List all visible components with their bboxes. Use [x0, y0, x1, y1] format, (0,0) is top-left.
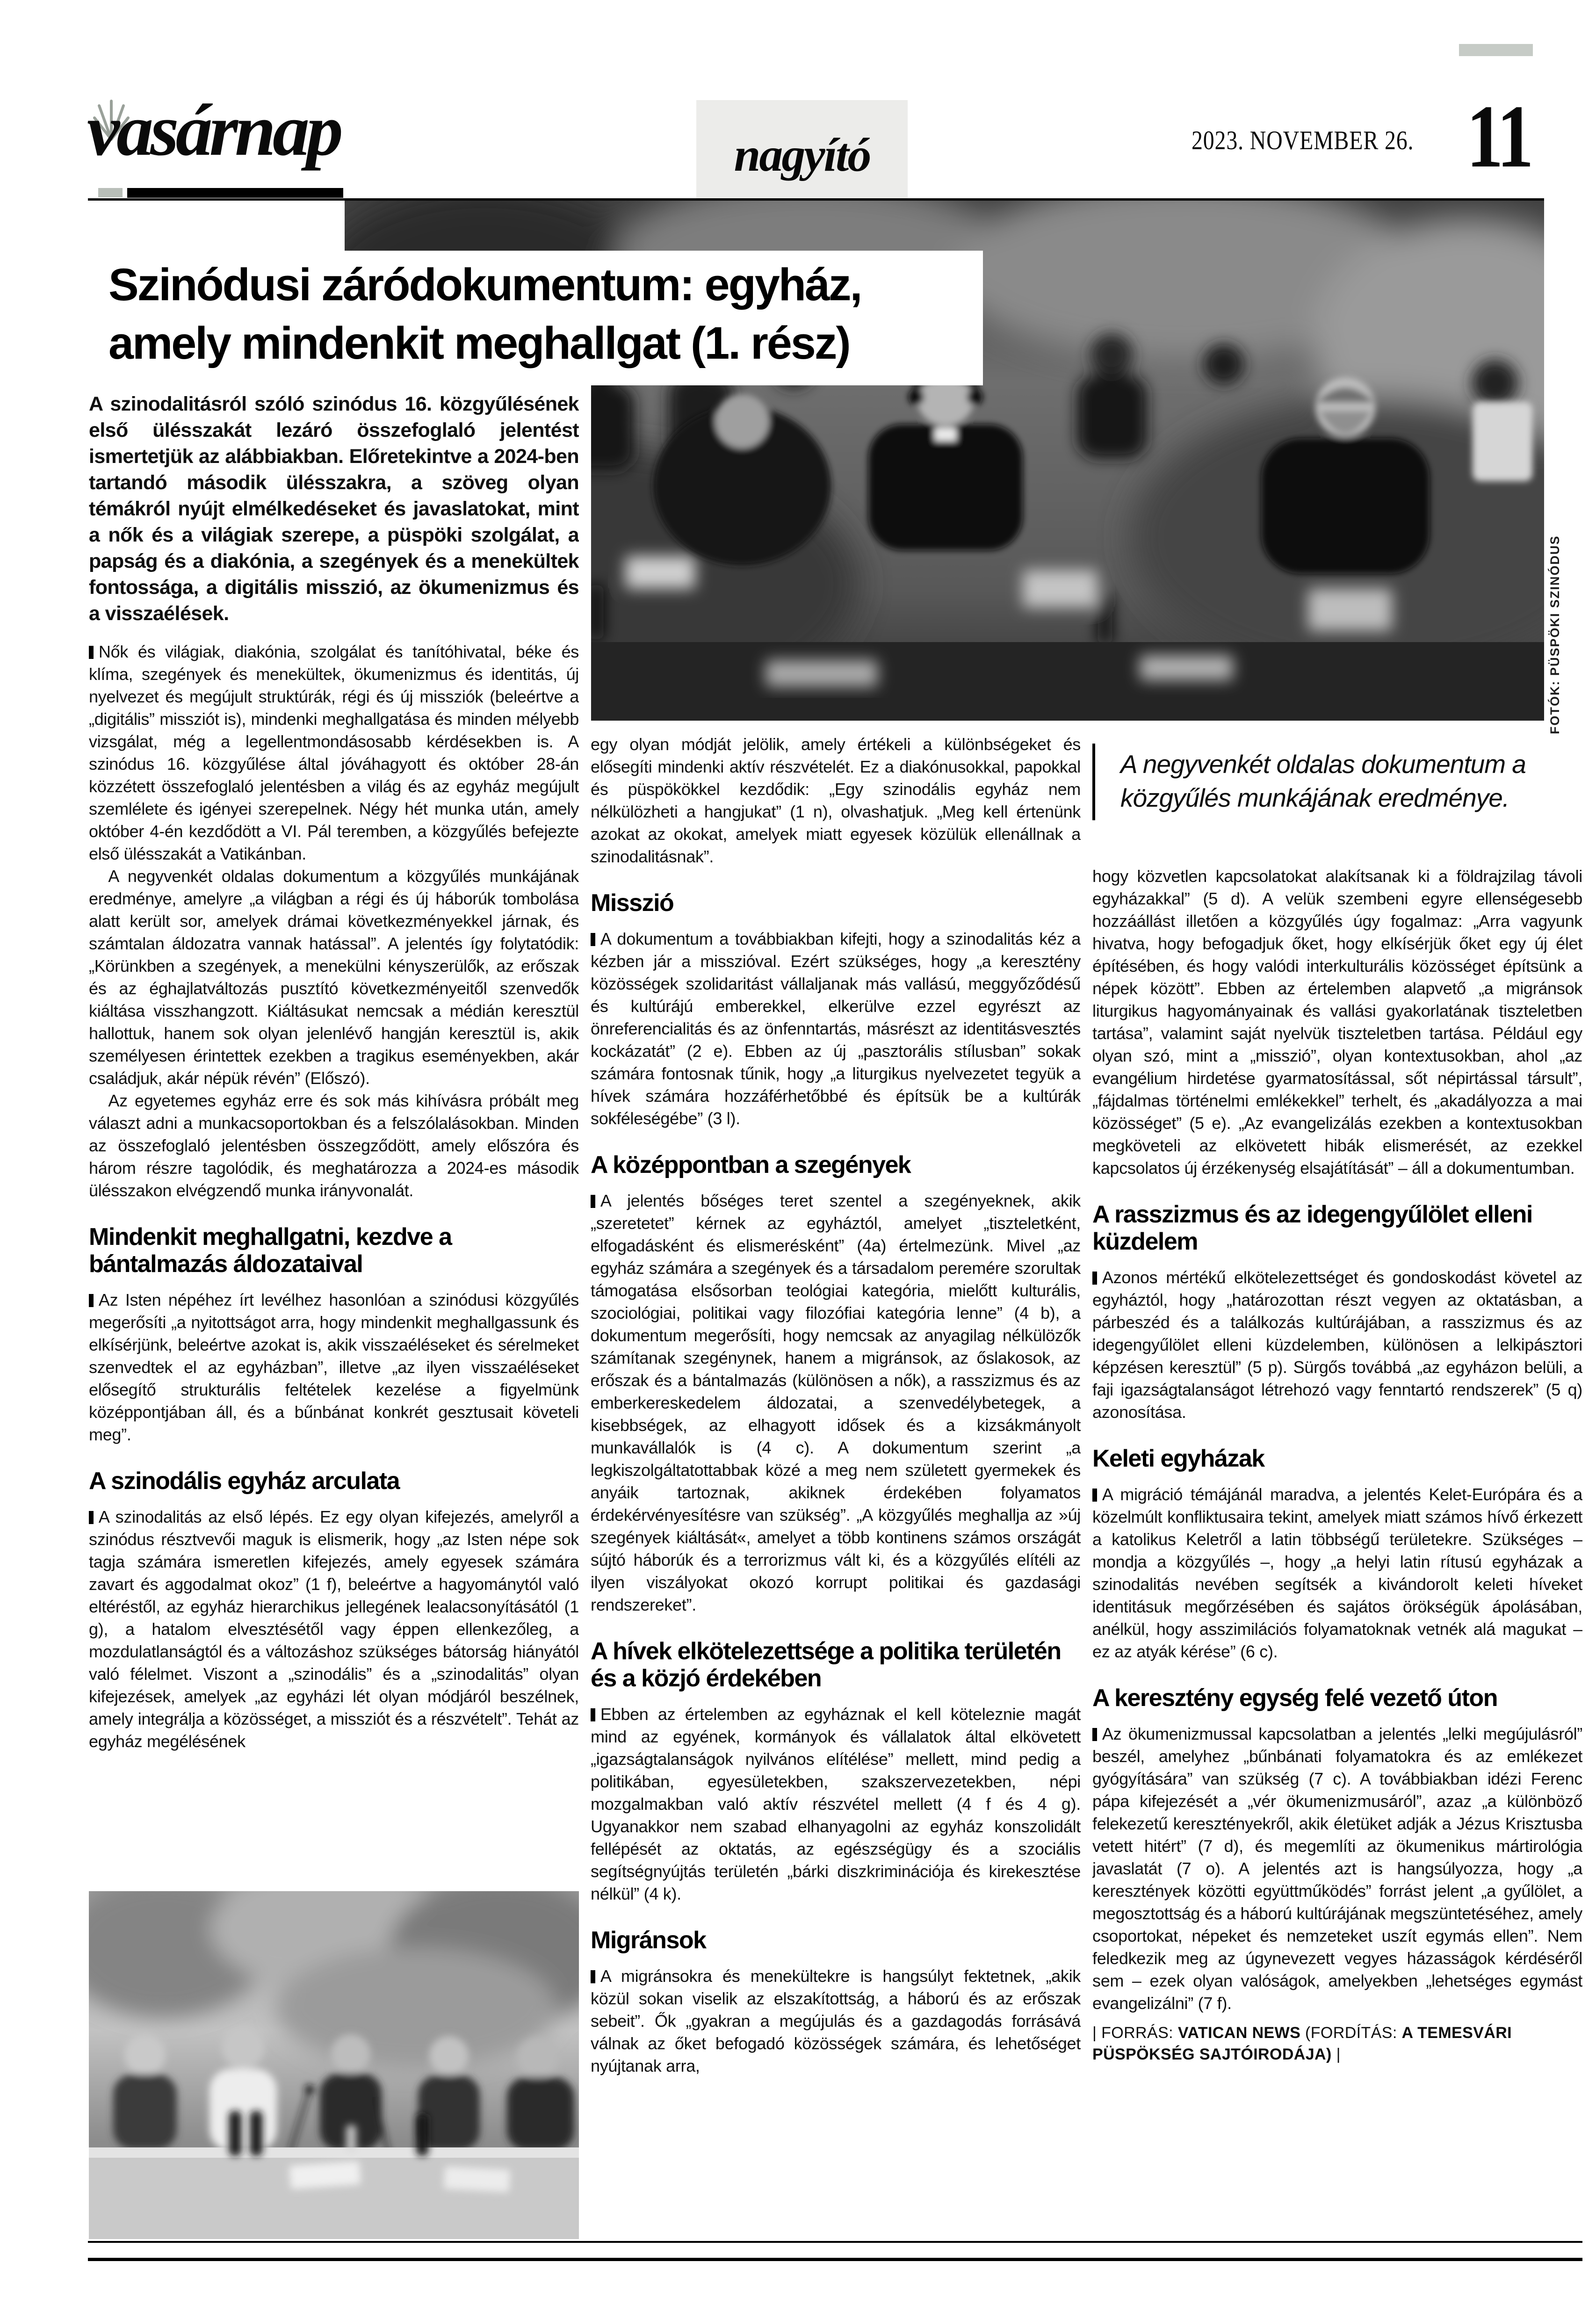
paragraph: A jelentés bőséges teret szentel a szegényeknek, akik „szeretetet” kérnek az egyháztól, amelyet „tiszteletként, elfogadásként és elismerésként” (4a) értelmezünk. Mivel „az egyház számára a szegények és a társadalom peremére szorultak támogatása elsősorban teológiai kategória, mielőtt kulturális, szociológiai, politikai vagy filozófiai kategória lenne” (4 b), a dokumentum megerősíti, hogy nemcsak az anyagilag nélkülözők számítanak szegénynek, hanem a migránsok, az őslakosok, az erőszak és a bántalmazás (különösen a nők), a rasszizmus és az emberkereskedelem áldozatai, a szenvedélybetegek, a kisebbségek, az elhagyott idősek és a kizsákmányolt munkavállalók is (4 c). A dokumentum szerint „a legkiszolgáltatottabbak közé a meg nem született gyermekek és anyáik tartoznak, akiknek érdekében folyamatos érdekérvényesítésre van szükség”. „A közgyűlés meghallja az »új szegények kiáltását«, amelyet a több kontinens számos országát sújtó háborúk és a terrorizmus vált ki, és a közgyűlés elítéli az ilyen viszályokat okozó korrupt politikai és gazdasági rendszereket”. [591, 1190, 1081, 1616]
source-agency: VATICAN NEWS [1177, 2024, 1301, 2042]
section-heading: A szinodális egyház arculata [89, 1467, 400, 1495]
source-line [1092, 2022, 1582, 2065]
lead-paragraph: A szinodalitásról szóló szinódus 16. közgyűlésének első ülésszakát lezáró összefoglaló jelentést ismertetjük az alábbiakban. Előretekintve a 2024-ben tartandó második ülésszakra, a szöveg olyan témákról nyújt elmélkedéseket és javaslatokat, mint a nők és a világiak szerepe, a püspöki szolgálat, a papság és a diakónia, a szegények és a menekültek fontossága, a digitális misszió, az ökumenizmus és a visszaélések. [89, 393, 579, 625]
source-prefix: | FORRÁS: [1092, 2024, 1178, 2042]
paragraph: Az egyetemes egyház erre és sok más kihívásra próbált meg választ adni a munkacsoportokban és a felszólalásokban. Minden az összefoglaló jelentésben összegződött, amely előszóra és három részre tagolódik, és meghatározza a 2024-es második ülésszakon elvégzendő munka irányvonalát. [89, 1091, 579, 1200]
paragraph: Azonos mértékű elkötelezettséget és gondoskodást követel az egyháztól, hogy „határozottan részt vegyen az oktatásban, a párbeszéd és a találkozás kultúrájában, a rasszizmus és az idegengyűlölet elleni küzdelemben, különösen a lelkipásztori képzésen keresztül” (5 p). Sürgős továbbá „az egyházon belüli, a faji igazságtalanságot létrehozó vagy fenntartó rendszerek” (5 q) azonosítása. [1092, 1266, 1582, 1424]
headline-line-2: amely mindenkit meghallgat (1. rész) [108, 318, 850, 369]
paragraph: Az Isten népéhez írt levélhez hasonlóan a szinódusi közgyűlés megerősíti „a nyitottságot arra, hogy mindenkit meghallgassunk és elkísérjünk, beleértve azokat is, akik visszaéléseket és sérelmeket szenvedtek el az egyházban”, illetve „az ilyen visszaéléseket elősegítő strukturális feltételek kezelése a figyelmünk középpontjában áll, és a bűnbánat konkrét gesztusait követeli meg”. [89, 1289, 579, 1446]
photo-credit: FOTÓK: PÜSPÖKI SZINÓDUS [1548, 535, 1562, 734]
footer-rule-top [88, 2241, 1582, 2243]
headline-line-1: Szinódusi záródokumentum: egyház, [108, 259, 861, 310]
pull-quote: A negyvenkét oldalas dokumentum a közgyűlés munkájának eredménye. [1092, 744, 1582, 820]
section-heading: Migránsok [591, 1927, 706, 1954]
source-mid: (FORDÍTÁS: [1300, 2024, 1402, 2042]
paragraph: A dokumentum a továbbiakban kifejti, hogy a szinodalitás kéz a kézben jár a misszióval. Ezért szükséges, hogy „a keresztény közösségek szolidaritást vállaljanak más vallású, meggyőződésű és kultúrájú emberekkel, elkerülve ezzel egyrészt az önreferencialitás és az önfenntartás, másrészt az identitásvesztés kockázatát” (2 e). Ebben az új „pasztorális stílusban” sokak számára fontosnak tűnik, hogy „a liturgikus nyelvezetet tegyük a hívek számára hozzáférhetőbbé és építsük be a kultúrák sokféleségébe” (3 l). [591, 928, 1081, 1130]
paragraph: egy olyan módját jelölik, amely értékeli a különbségeket és elősegíti mindenki aktív részvételét. Ez a diakónusokkal, papokkal és püspökökkel kezdődik: „Egy szinodális egyház nem nélkülözheti a hangjukat” (1 n), olvashatjuk. „Meg kell értenünk azokat az okokat, amelyek miatt egyesek közülük ellenállnak a szinodalitásnak”. [591, 735, 1081, 866]
masthead-underline [127, 188, 343, 198]
section-heading: A hívek elkötelezettsége a politika területén és a közjó érdekében [591, 1638, 1061, 1692]
paragraph: A szinodalitás az első lépés. Ez egy olyan kifejezés, amelyről a szinódus résztvevői maguk is elismerik, hogy „az Isten népe sok tagja számára ismeretlen kifejezés, amely egyesek számára zavart és aggodalmat okoz” (1 f), beleértve a hagyománytól való eltéréstől, az egyház hierarchikus jellegének lealacsonyításától (1 g), a hatalom elvesztésétől vagy éppen ellenkezőleg, a mozdulatlanságtól és a változáshoz szükséges bátorság hiányától való félelmet. Viszont a „szinodális” és a „szinodalitás” olyan kifejezések, amelyek „az egyházi lét olyan módjáról beszélnek, amely integrálja a közösséget, a missziót és a részvételt”. Tehát az egyház megélésének [89, 1506, 579, 1753]
issue-date: 2023. NOVEMBER 26. [1192, 126, 1414, 155]
page-number-bar-top [1459, 44, 1533, 56]
masthead-logo: vasárnap [87, 89, 340, 171]
text-column-2 [591, 733, 1081, 2235]
paragraph: Az ökumenizmussal kapcsolatban a jelentés „lelki megújulásról” beszél, amelyhez „bűnbánati folyamatokra és az emlékezet gyógyítására” van szükség (7 c). A továbbiakban idézi Ferenc pápa kifejezését a „vér ökumenizmusáról”, azaz „a különböző felekezetű keresztényekről, akik életüket adják a Jézus Krisztusba vetett hitért” (7 d), és megemlíti az ökumenikus mártirológia javaslatát (7 o). A jelentés azt is hangsúlyozza, hogy „a keresztények közötti együttműködés” forrást jelent „a gyűlölet, a megosztottság és a háború kultúrájának megszüntetéséhez, amely csoportokat, népeket és nemzeteket uszít egymás ellen”. Nem feledkezik meg az úgynevezett vegyes házasságok kérdéséről sem – ezek olyan valóságok, amelyekben „lehetséges egymást evangelizálni” (7 f). [1092, 1723, 1582, 2015]
headline-box [88, 251, 983, 385]
section-heading: Misszió [591, 889, 674, 917]
paragraph: A migráció témájánál maradva, a jelentés Kelet-Európára és a közelmúlt konfliktusaira tekint, amelyek miatt számos hívő érkezett a katolikus Keletről a latin többségű területekre. Szükséges – mondja a közgyűlés –, hogy „a helyi latin rítusú egyházak a szinodalitás nevében segítsék a kivándorolt keleti híveket identitásuk megőrzésében és sajátos örökségük ápolásában, anélkül, hogy asszimilációs folyamatoknak vetnék alá magukat – ez az atyák kérése” (6 c). [1092, 1483, 1582, 1663]
section-heading: A rasszizmus és az idegengyűlölet elleni küzdelem [1092, 1201, 1532, 1255]
section-label: nagyító [734, 128, 870, 181]
photo-press-table [89, 1891, 579, 2239]
footer-rule-bottom [88, 2258, 1582, 2261]
source-suffix: | [1331, 2045, 1341, 2063]
paragraph: Nők és világiak, diakónia, szolgálat és tanítóhivatal, béke és klíma, szegények és menekültek, ökumenizmus és identitás, új nyelvezet és megújult struktúrák, régi és új missziók (beleértve a „digitális” missziót is), mindenki meghallgatása és minden mélyebb vizsgálat, még a legellentmondásosabb kérdésekben is. A szinódus 16. közgyűlése által jóváhagyott és október 28-án közzétett összefoglaló jelentésben a világ és az egyház megújult szemlélete és igényei szerepelnek. Négy hét munka után, amely október 4-én kezdődött a VI. Pál teremben, a közgyűlés befejezte első ülésszakát a Vatikánban. [89, 641, 579, 865]
paragraph: Ebben az értelemben az egyháznak el kell köteleznie magát mind az egyének, kormányok és vállalatok által elkövetett „igazságtalanságok nyilvános elítélése” mellett, mind pedig a politikában, egyesületekben, szakszervezetekben, népi mozgalmakban való aktív részvétel mellett (4 f és 4 g). Ugyanakkor nem szabad elhanyagolni az egyház konszolidált fellépését az oktatás, az egészségügy és a szociális segítségnyújtás területén „bárki diszkriminációja és kirekesztése nélkül” (4 k). [591, 1703, 1081, 1905]
paragraph: hogy közvetlen kapcsolatokat alakítsanak ki a földrajzilag távoli egyházakkal” (5 d). A velük szembeni egyre ellenségesebb hozzáállást illetően a közgyűlés úgy fogalmaz: „Arra vagyunk hivatva, hogy befogadjuk őket, hogy elkísérjük őket egy új élet építésében, és hogy valódi interkulturális közösséget építsünk a népek között”. Ebben az értelemben alapvető „a migránsok liturgikus hagyományainak és vallási gyakorlatának tiszteletben tartása”, valamint saját nyelvük tiszteletben tartása. Például egy olyan szó, mint a „misszió”, olyan kontextusokban, ahol „az evangélium hirdetése gyarmatosítással, sőt népirtással társult”, „fájdalmas történelmi emlékekkel” terhelt, és „akadályozza a mai közösséget” (5 e). „Az evangelizálás ezekben a kontextusokban megköveteli az elkövetett hibák elismerését, az ezekkel kapcsolatos új érzékenység elsajátítását” – áll a dokumentumban. [1092, 867, 1582, 1178]
photo-press-table-art [89, 1891, 579, 2239]
article-headline [108, 255, 983, 372]
section-heading: Mindenkit meghallgatni, kezdve a bántalmazás áldozataival [89, 1223, 452, 1278]
paragraph: A migránsokra és menekültekre is hangsúlyt fektetnek, „akik közül sokan viselik az elszakítottság, a háború és az erőszak sebeit”. Ők „gyakran a megújulás és a gazdagodás forrásává válnak az őket befogadó közösségek számára, és lehetőséget nyújtanak arra, [591, 1965, 1081, 2077]
section-heading: A keresztény egység felé vezető úton [1092, 1684, 1497, 1712]
section-badge [696, 100, 908, 210]
paragraph: A negyvenkét oldalas dokumentum a közgyűlés munkájának eredménye, amelyre „a világban a régi és új háborúk tombolása alatt került sor, amelyek drámai következményekkel járnak, és számtalan áldozatra vannak hatással”. A jelentés így folytatódik: „Körünkben a szegények, a menekülni kényszerülők, az erőszak és az éghajlatváltozás pusztító következményeitől szenvedők kiáltása visszhangzott. Kiáltásukat nemcsak a médián keresztül hallottuk, hanem sok olyan jelenlévő hangján keresztül is, akik személyesen érintettek ezekben a tragikus eseményekben, akár családjuk, akár népük révén” (Előszó). [89, 867, 579, 1088]
text-column-3 [1092, 733, 1582, 2235]
page-number: 11 [1466, 87, 1531, 186]
source-translator: A TEMESVÁRI PÜSPÖKSÉG SAJTÓIRODÁJA) [1092, 2024, 1512, 2063]
section-heading: Keleti egyházak [1092, 1445, 1264, 1472]
section-heading: A középpontban a szegények [591, 1151, 911, 1178]
text-column-1 [89, 391, 579, 1887]
masthead-accent-square [98, 188, 123, 197]
